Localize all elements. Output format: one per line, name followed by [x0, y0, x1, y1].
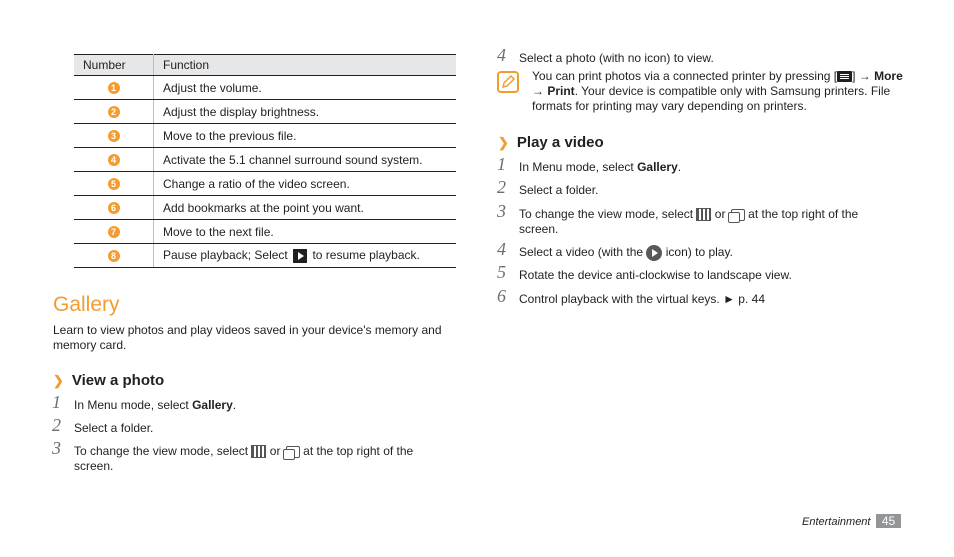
number-badge: 2 [108, 106, 120, 118]
page-number: 45 [876, 514, 901, 528]
function-text: Move to the next file. [154, 220, 457, 244]
step-number: 5 [497, 262, 506, 282]
table-row [74, 244, 456, 268]
list-item: 4 Select a video (with the icon) to play. [497, 239, 733, 260]
table-row [74, 172, 456, 196]
list-item: 3 To change the view mode, select or at the top right of the screen. [52, 438, 414, 473]
table-row [74, 220, 456, 244]
stack-view-icon [731, 209, 745, 221]
section-intro: Learn to view photos and play videos saved in your device's memory and memory card. [53, 323, 442, 352]
table-row [74, 196, 456, 220]
footer-section-label: Entertainment [802, 516, 871, 528]
subheading-view-photo: ❯ View a photo [53, 372, 165, 389]
chevron-icon: ❯ [53, 373, 64, 388]
grid-view-icon [696, 208, 711, 221]
list-item: 6 Control playback with the virtual keys. ► p. 44 [497, 286, 765, 306]
subheading-play-video: ❯ Play a video [498, 134, 604, 151]
table-row [74, 124, 456, 148]
grid-view-icon [251, 445, 266, 458]
note-text: You can print photos via a connected printer by pressing [ ] → More → Print. Your device is compatible only with Samsung printers. File formats for printing may vary depending on printers. [532, 69, 903, 113]
number-badge: 4 [108, 154, 120, 166]
list-item: 5 Rotate the device anti-clockwise to landscape view. [497, 262, 792, 282]
number-badge: 3 [108, 130, 120, 142]
step-number: 6 [497, 286, 506, 306]
table-row [74, 100, 456, 124]
header-number: Number [74, 55, 154, 76]
number-badge: 8 [108, 250, 120, 262]
list-item: 1 In Menu mode, select Gallery. [497, 154, 682, 174]
stack-view-icon [286, 446, 300, 458]
section-title: Gallery [53, 293, 120, 316]
table-header-row [74, 55, 456, 76]
function-table [74, 54, 456, 268]
number-badge: 5 [108, 178, 120, 190]
function-text: Adjust the display brightness. [154, 100, 457, 124]
chevron-icon: ❯ [498, 135, 509, 150]
function-text: Add bookmarks at the point you want. [154, 196, 457, 220]
list-item: 1 In Menu mode, select Gallery. [52, 392, 237, 412]
function-text: Pause playback; Select to resume playback. [154, 244, 457, 268]
note-icon [497, 71, 519, 93]
video-play-icon [646, 245, 662, 261]
list-item: 4 Select a photo (with no icon) to view. [497, 45, 714, 65]
play-icon [293, 249, 307, 263]
step-number: 3 [52, 438, 61, 458]
function-text: Move to the previous file. [154, 124, 457, 148]
function-text: Activate the 5.1 channel surround sound system. [154, 148, 457, 172]
step-number: 1 [497, 154, 506, 174]
table-row [74, 148, 456, 172]
list-item: 3 To change the view mode, select or at the top right of the screen. [497, 201, 859, 236]
list-item: 2 Select a folder. [497, 177, 599, 197]
step-number: 3 [497, 201, 506, 221]
number-badge: 1 [108, 82, 120, 94]
pencil-icon [499, 73, 517, 91]
number-badge: 6 [108, 202, 120, 214]
number-badge: 7 [108, 226, 120, 238]
step-number: 1 [52, 392, 61, 412]
function-text: Adjust the volume. [154, 76, 457, 100]
step-number: 4 [497, 239, 506, 259]
step-number: 4 [497, 45, 506, 65]
header-function: Function [154, 55, 457, 76]
step-number: 2 [497, 177, 506, 197]
list-item: 2 Select a folder. [52, 415, 154, 435]
function-text: Change a ratio of the video screen. [154, 172, 457, 196]
step-number: 2 [52, 415, 61, 435]
menu-key-icon [837, 71, 852, 82]
table-row [74, 76, 456, 100]
